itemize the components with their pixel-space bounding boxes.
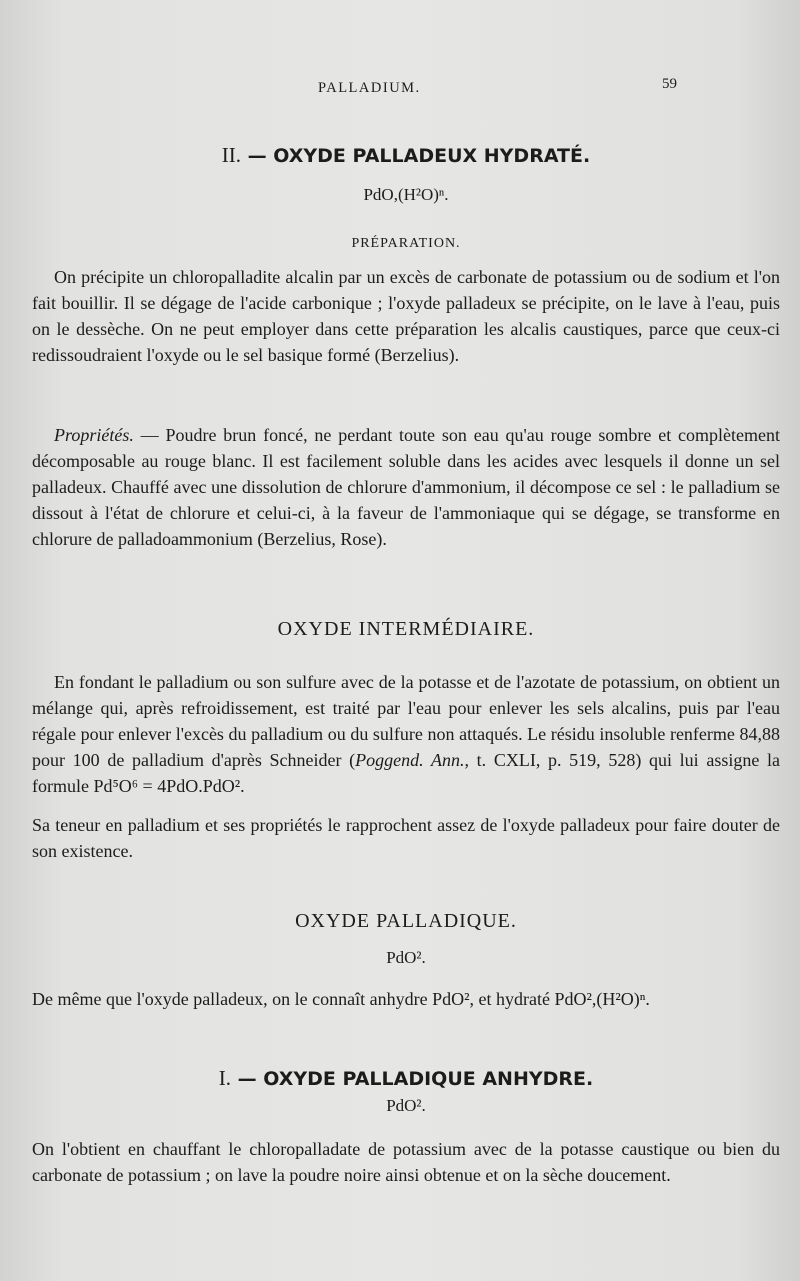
paragraph-palladic [32,986,780,1012]
page-number: 59 [662,76,677,92]
paragraph-text: Sa teneur en palladium et ses propriétés le rapprochent assez de l'oxyde palladeux pour faire douter de son existence. [32,815,780,861]
properties-text: — Poudre brun foncé, ne perdant toute son eau qu'au rouge sombre et complètement décomposable au rouge blanc. Il est facilement soluble dans les acides avec lesquels il donne un sel palladeux. Chauffé avec une dissolution de chlorure d'ammonium, il décompose ce sel : le palladium se dissout à l'état de chlorure et celui-ci, à la faveur de l'ammoniaque qui se dégage, se transforme en chlorure de palladoammonium (Berzelius, Rose). [32,425,780,549]
section-title-anhydrous [32,1066,780,1091]
running-head: PALLADIUM. [318,80,421,96]
section-numeral: I. [218,1066,232,1090]
formula-hydrate [32,185,780,205]
paragraph-text: On l'obtient en chauffant le chloropalladate de potassium avec de la potasse caustique ou bien du carbonate de potassium ; on lave la poudre noire ainsi obtenue et on la sèche doucement. [32,1139,780,1185]
paragraph-text: De même que l'oxyde palladeux, on le connaît anhydre PdO², et hydraté PdO²,(H²O)ⁿ. [32,989,650,1009]
paragraph-text-before: En fondant le palladium ou son sulfure avec de la potasse et de l'azotate de potassium, on obtient un mélange qui, après refroidissement, est traité par l'eau pour enlever les sels alcalins, puis par l'eau régale pour enlever l'excès du palladium ou du sulfure non attaqués. Le résidu insoluble renferme 84,88 pour 100 de palladium d'après Schneider ( [32,672,780,770]
citation-text: Poggend. Ann. [355,750,465,770]
paragraph-text-after: , t. CXLI, p. 519, 528) qui lui assigne la formule Pd⁵O⁶ = 4PdO.PdO². [32,750,780,796]
formula-palladic [32,948,780,968]
section-title-hydrate [32,143,780,168]
paragraph-intermediate [32,669,780,799]
heading-text: OXYDE INTERMÉDIAIRE. [277,618,535,640]
paragraph-preparation [32,264,780,368]
formula-text: PdO². [386,1096,426,1115]
formula-anhydrous [32,1096,780,1116]
paragraph-text: On précipite un chloropalladite alcalin par un excès de carbonate de potassium ou de sodium et l'on fait bouillir. Il se dégage de l'acide carbonique ; l'oxyde palladeux se précipite, on le lave à l'eau, puis on le dessèche. On ne peut employer dans cette préparation les alcalis caustiques, parce que ceux-ci redissoudraient l'oxyde ou le sel basique formé (Berzelius). [32,267,780,365]
heading-text: OXYDE PALLADIQUE. [295,910,517,932]
heading-intermediate [32,618,780,641]
section-heading-text: — OXYDE PALLADIQUE ANHYDRE. [237,1068,594,1090]
formula-text: PdO². [386,948,426,967]
paragraph-intermediate-2 [32,812,780,864]
formula-text: PdO,(H²O)ⁿ. [363,185,449,204]
subheading-preparation [32,236,780,252]
section-numeral: II. [221,143,242,167]
paragraph-anhydrous [32,1136,780,1188]
heading-palladic [32,910,780,933]
subheading-text: PRÉPARATION. [351,236,461,251]
paragraph-properties [32,422,780,552]
properties-label: Propriétés. [54,425,134,445]
section-heading-text: — OXYDE PALLADEUX HYDRATÉ. [247,145,591,167]
